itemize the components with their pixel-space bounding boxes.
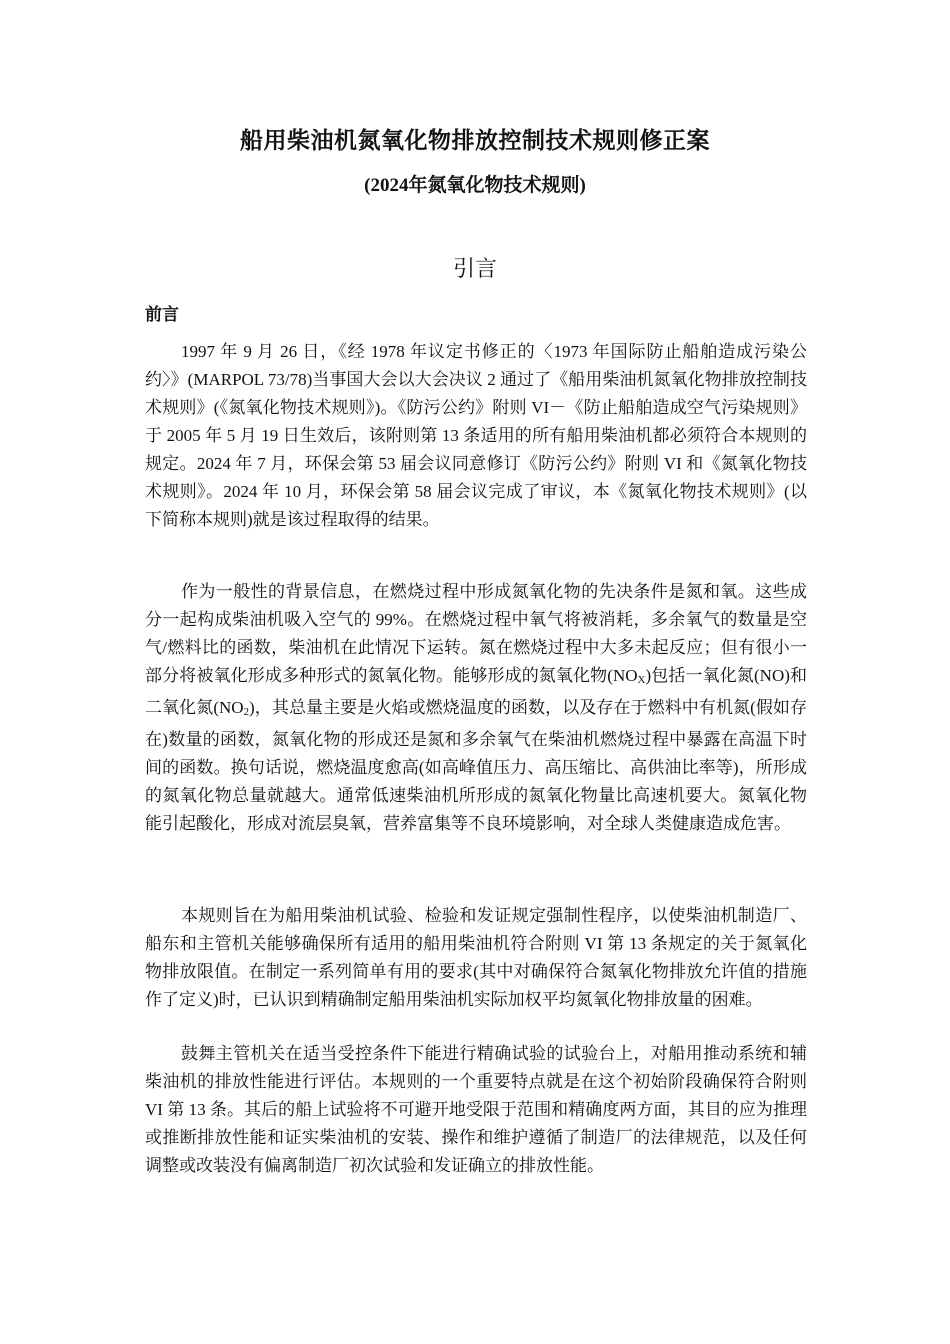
subscript-2: 2	[243, 706, 250, 718]
subscript-x: X	[637, 674, 646, 686]
paragraph-3: 本规则旨在为船用柴油机试验、检验和发证规定强制性程序，以使柴油机制造厂、船东和主管机关能够确保所有适用的船用柴油机符合附则 VI 第 13 条规定的关于氮氧化物排放限值。在制定一系列简单有用的要求(其中对确保符合氮氧化物排放允许值的措施作了定义)时，已认识到精确制定船用柴油机实际加权平均氮氧化物排放量的困难。	[145, 906, 807, 1009]
paragraph-2-part-c: )，其总量主要是火焰或燃烧温度的函数，以及存在于燃料中有机氮(假如存在)数量的函数，氮氧化物的形成还是氮和多余氧气在柴油机燃烧过程中暴露在高温下时间的函数。换句话说，燃烧温度愈高(如高峰值压力、高压缩比、高供油比率等)，所形成的氮氧化物总量就越大。通常低速柴油机所形成的氮氧化物量比高速机要大。氮氧化物能引起酸化，形成对流层臭氧，营养富集等不良环境影响，对全球人类健康造成危害。	[145, 698, 808, 833]
subheading-foreword: 前言	[145, 305, 179, 325]
document-title: 船用柴油机氮氧化物排放控制技术规则修正案	[240, 128, 710, 154]
paragraph-2-part-b: )包括一氧化氮(NO)和二氧化氮(NO	[145, 666, 807, 717]
paragraph-2	[145, 578, 807, 838]
paragraph-2-part-a: 作为一般性的背景信息，在燃烧过程中形成氮氧化物的先决条件是氮和氧。这些成分一起构成柴油机吸入空气的 99%。在燃烧过程中氧气将被消耗，多余氧气的数量是空气/燃料比的函数，柴油机在此情况下运转。氮在燃烧过程中大多未起反应；但有很小一部分将被氧化形成多种形式的氮氧化物。能够形成的氮氧化物(NO	[145, 582, 807, 685]
document-subtitle: (2024年氮氧化物技术规则)	[364, 175, 586, 196]
paragraph-4: 鼓舞主管机关在适当受控条件下能进行精确试验的试验台上，对船用推动系统和辅柴油机的排放性能进行评估。本规则的一个重要特点就是在这个初始阶段确保符合附则 VI 第 13 条。其后的船上试验将不可避开地受限于范围和精确度两方面，其目的应为推理或推断排放性能和证实柴油机的安装、操作和维护遵循了制造厂的法律规范，以及任何调整或改装没有偏离制造厂初次试验和发证确立的排放性能。	[145, 1044, 807, 1175]
paragraph-1: 1997 年 9 月 26 日，《经 1978 年议定书修正的〈1973 年国际防止船舶造成污染公约〉》(MARPOL 73/78)当事国大会以大会决议 2 通过了《船用柴油机氮氧化物排放控制技术规则》(《氮氧化物技术规则》)。《防污公约》附则 VI－《防止船舶造成空气污染规则》于 2005 年 5 月 19 日生效后，该附则第 13 条适用的所有船用柴油机都必须符合本规则的规定。2024 年 7 月，环保会第 53 届会议同意修订《防污公约》附则 VI 和《氮氧化物技术规则》。2024 年 10 月，环保会第 58 届会议完成了审议，本《氮氧化物技术规则》(以下简称本规则)就是该过程取得的结果。	[145, 342, 807, 529]
section-title: 引言	[452, 257, 497, 282]
